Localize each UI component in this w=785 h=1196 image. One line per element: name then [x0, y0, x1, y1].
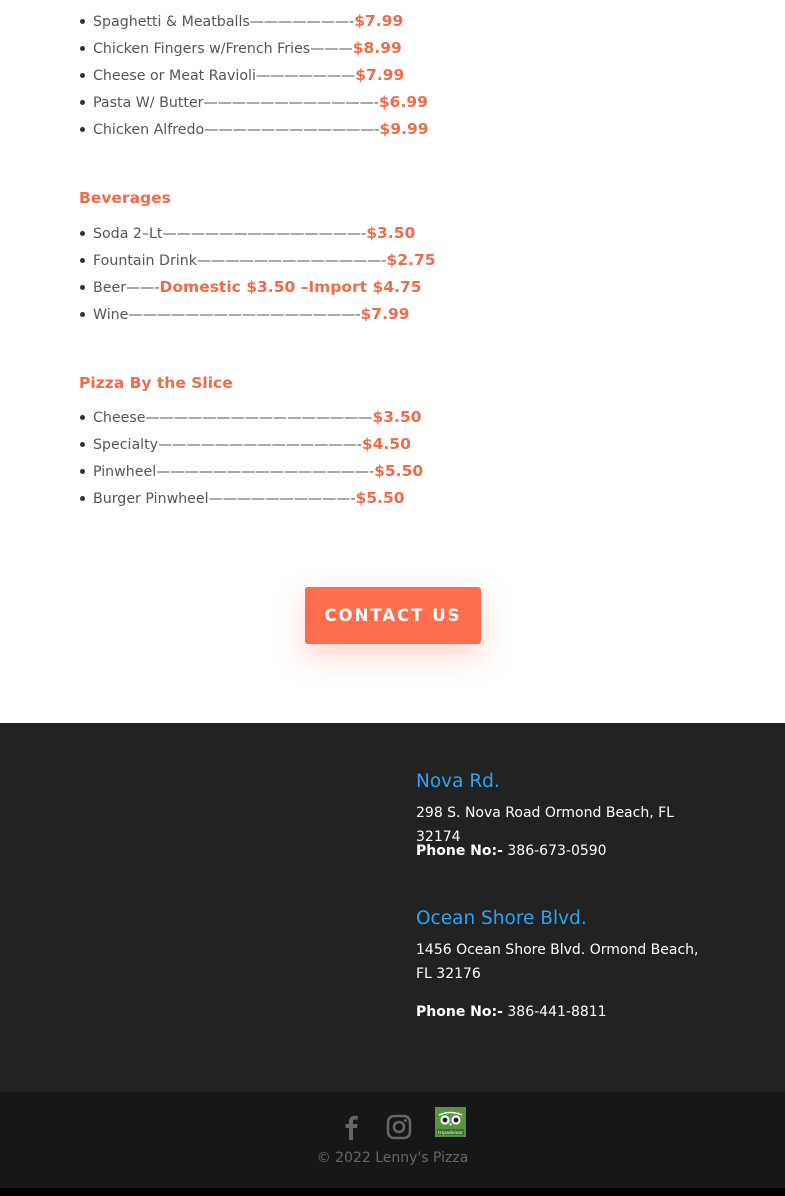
tripadvisor-icon[interactable]	[435, 1107, 466, 1137]
location-address-ocean-shore: 1456 Ocean Shore Blvd. Ormond Beach, FL 32176	[416, 942, 699, 982]
list-item: Burger Pinwheel——————————-$5.50	[79, 485, 423, 512]
list-item: Cheese or Meat Ravioli———————$7.99	[79, 62, 429, 89]
list-item: Chicken Fingers w/French Fries———$8.99	[79, 35, 429, 62]
list-item: Chicken Alfredo————————————-$9.99	[79, 116, 429, 143]
page-bottom-strip	[0, 1188, 785, 1196]
location-title-ocean-shore: Ocean Shore Blvd.	[416, 908, 587, 929]
list-item: Wine————————————————-$7.99	[79, 301, 436, 328]
copyright-text: © 2022 Lenny's Pizza	[316, 1150, 469, 1166]
list-item: Soda 2–Lt——————————————-$3.50	[79, 220, 436, 247]
list-item: Fountain Drink—————————————-$2.75	[79, 247, 436, 274]
location-title-nova: Nova Rd.	[416, 771, 500, 792]
pizza-slice-list	[79, 404, 423, 512]
contact-us-button[interactable]: CONTACT US	[305, 587, 481, 644]
footer-locations	[0, 723, 785, 1092]
location-phone-nova	[416, 839, 607, 863]
phone-number[interactable]: 386-441-8811	[507, 1004, 607, 1020]
phone-label: Phone No:-	[416, 1004, 503, 1020]
instagram-icon[interactable]	[386, 1114, 412, 1140]
list-item: Specialty——————————————-$4.50	[79, 431, 423, 458]
facebook-icon[interactable]	[340, 1114, 362, 1140]
location-address-nova: 298 S. Nova Road Ormond Beach, FL 32174	[416, 805, 674, 845]
list-item: Beer——-Domestic $3.50 –Import $4.75	[79, 274, 436, 301]
kids-menu-list	[79, 8, 429, 143]
list-item: Cheese————————————————$3.50	[79, 404, 423, 431]
phone-label: Phone No:-	[416, 843, 503, 859]
bottom-bar	[0, 1092, 785, 1188]
phone-number[interactable]: 386-673-0590	[507, 843, 607, 859]
list-item: Pasta W/ Butter————————————-$6.99	[79, 89, 429, 116]
tripadvisor-logo-text: tripadvisor	[438, 1131, 463, 1136]
list-item: Spaghetti & Meatballs———————-$7.99	[79, 8, 429, 35]
location-phone-ocean-shore	[416, 1000, 607, 1024]
section-title-beverages: Beverages	[79, 189, 171, 207]
list-item: Pinwheel———————————————-$5.50	[79, 458, 423, 485]
beverages-list	[79, 220, 436, 328]
section-title-pizza-slice: Pizza By the Slice	[79, 374, 233, 392]
